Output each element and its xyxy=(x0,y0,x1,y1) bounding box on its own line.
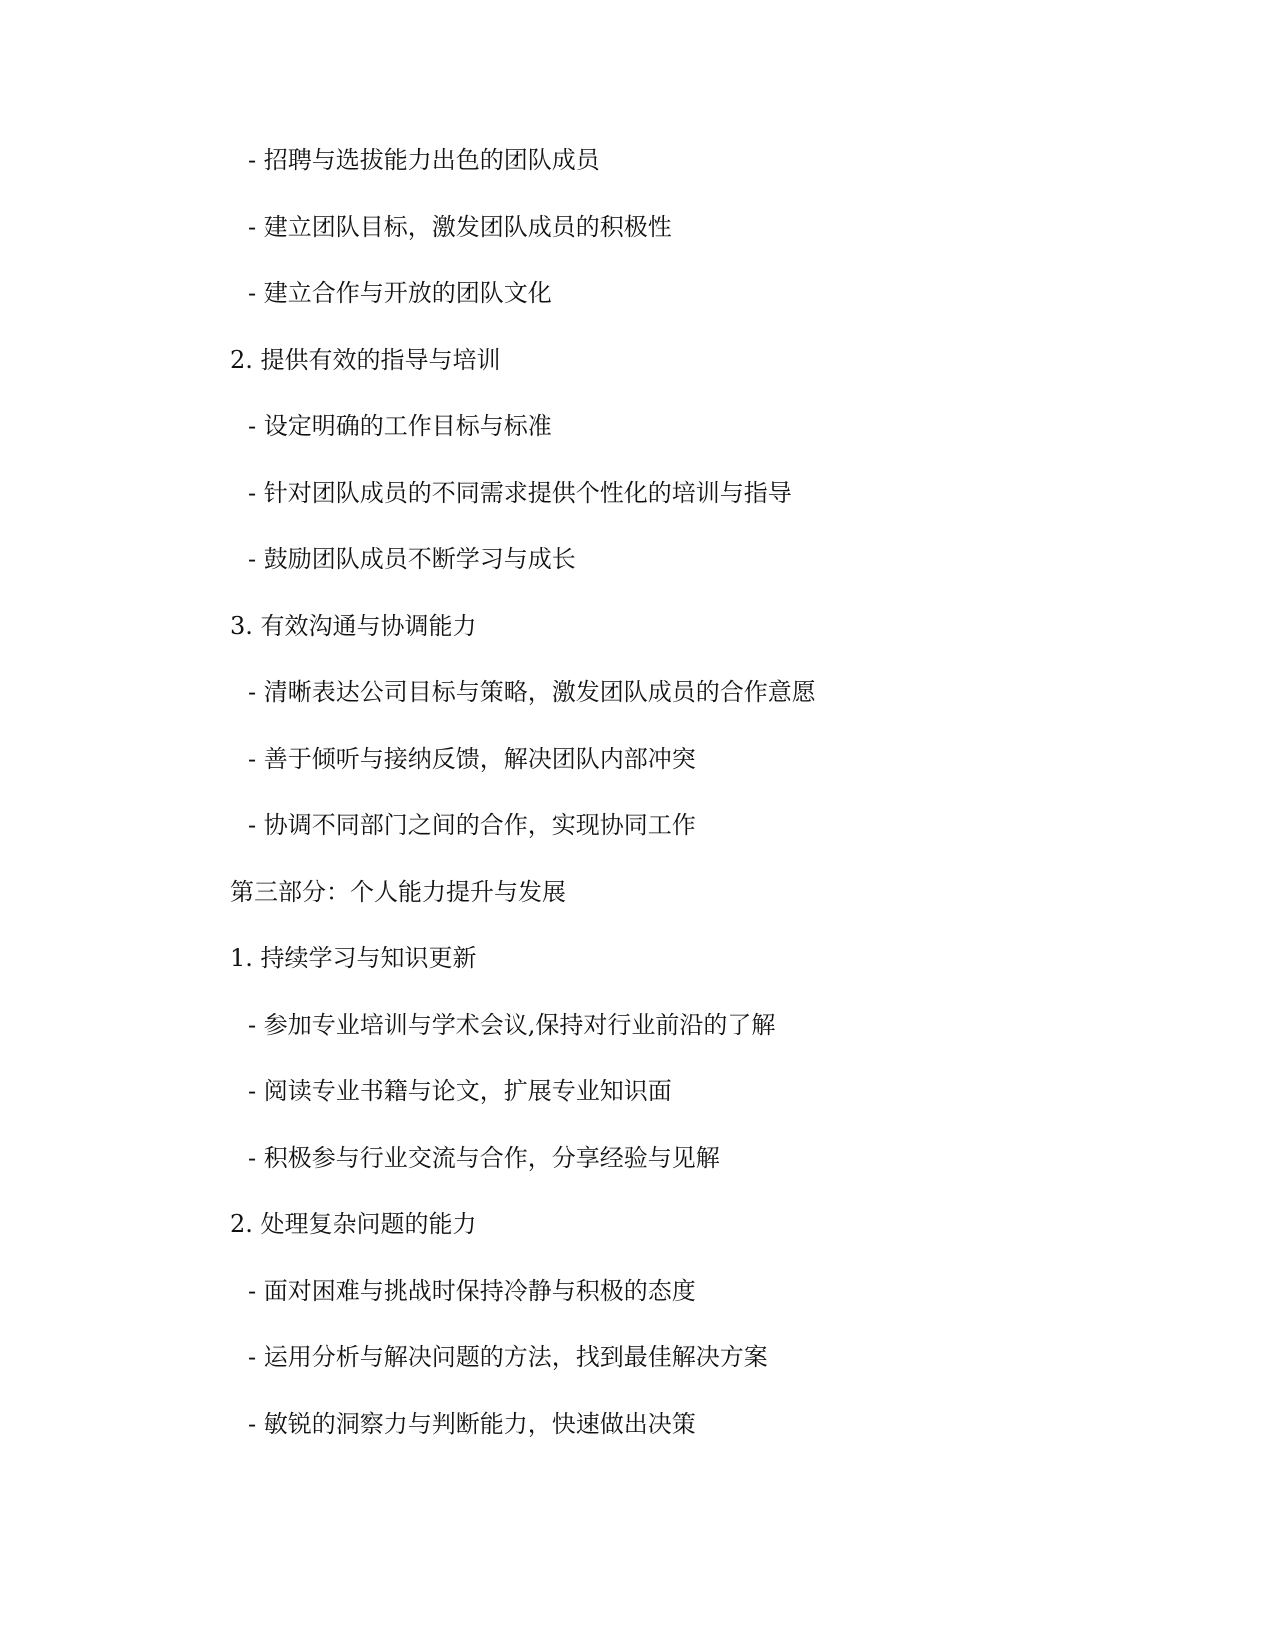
bullet-item: - 参加专业培训与学术会议,保持对行业前沿的了解 xyxy=(248,1010,776,1039)
bullet-item: - 招聘与选拔能力出色的团队成员 xyxy=(248,146,600,174)
bullet-item: - 运用分析与解决问题的方法，找到最佳解决方案 xyxy=(248,1343,768,1371)
numbered-heading: 1. 持续学习与知识更新 xyxy=(230,944,477,972)
section-heading: 第三部分：个人能力提升与发展 xyxy=(230,877,566,906)
bullet-item: - 积极参与行业交流与合作，分享经验与见解 xyxy=(248,1143,720,1172)
numbered-heading: 2. 处理复杂问题的能力 xyxy=(230,1210,477,1238)
numbered-heading: 2. 提供有效的指导与培训 xyxy=(230,345,501,374)
bullet-item: - 协调不同部门之间的合作，实现协同工作 xyxy=(248,811,696,839)
document-body xyxy=(230,145,1130,1475)
bullet-item: - 阅读专业书籍与论文，扩展专业知识面 xyxy=(248,1077,672,1105)
bullet-item: - 善于倾听与接纳反馈，解决团队内部冲突 xyxy=(248,744,696,773)
numbered-heading: 3. 有效沟通与协调能力 xyxy=(230,611,477,640)
bullet-item: - 面对困难与挑战时保持冷静与积极的态度 xyxy=(248,1276,696,1305)
bullet-item: - 建立团队目标，激发团队成员的积极性 xyxy=(248,212,672,241)
bullet-item: - 敏锐的洞察力与判断能力，快速做出决策 xyxy=(248,1409,696,1438)
bullet-item: - 设定明确的工作目标与标准 xyxy=(248,412,552,440)
bullet-item: - 建立合作与开放的团队文化 xyxy=(248,279,552,307)
bullet-item: - 清晰表达公司目标与策略，激发团队成员的合作意愿 xyxy=(248,678,816,706)
bullet-item: - 针对团队成员的不同需求提供个性化的培训与指导 xyxy=(248,478,792,507)
bullet-item: - 鼓励团队成员不断学习与成长 xyxy=(248,545,576,573)
